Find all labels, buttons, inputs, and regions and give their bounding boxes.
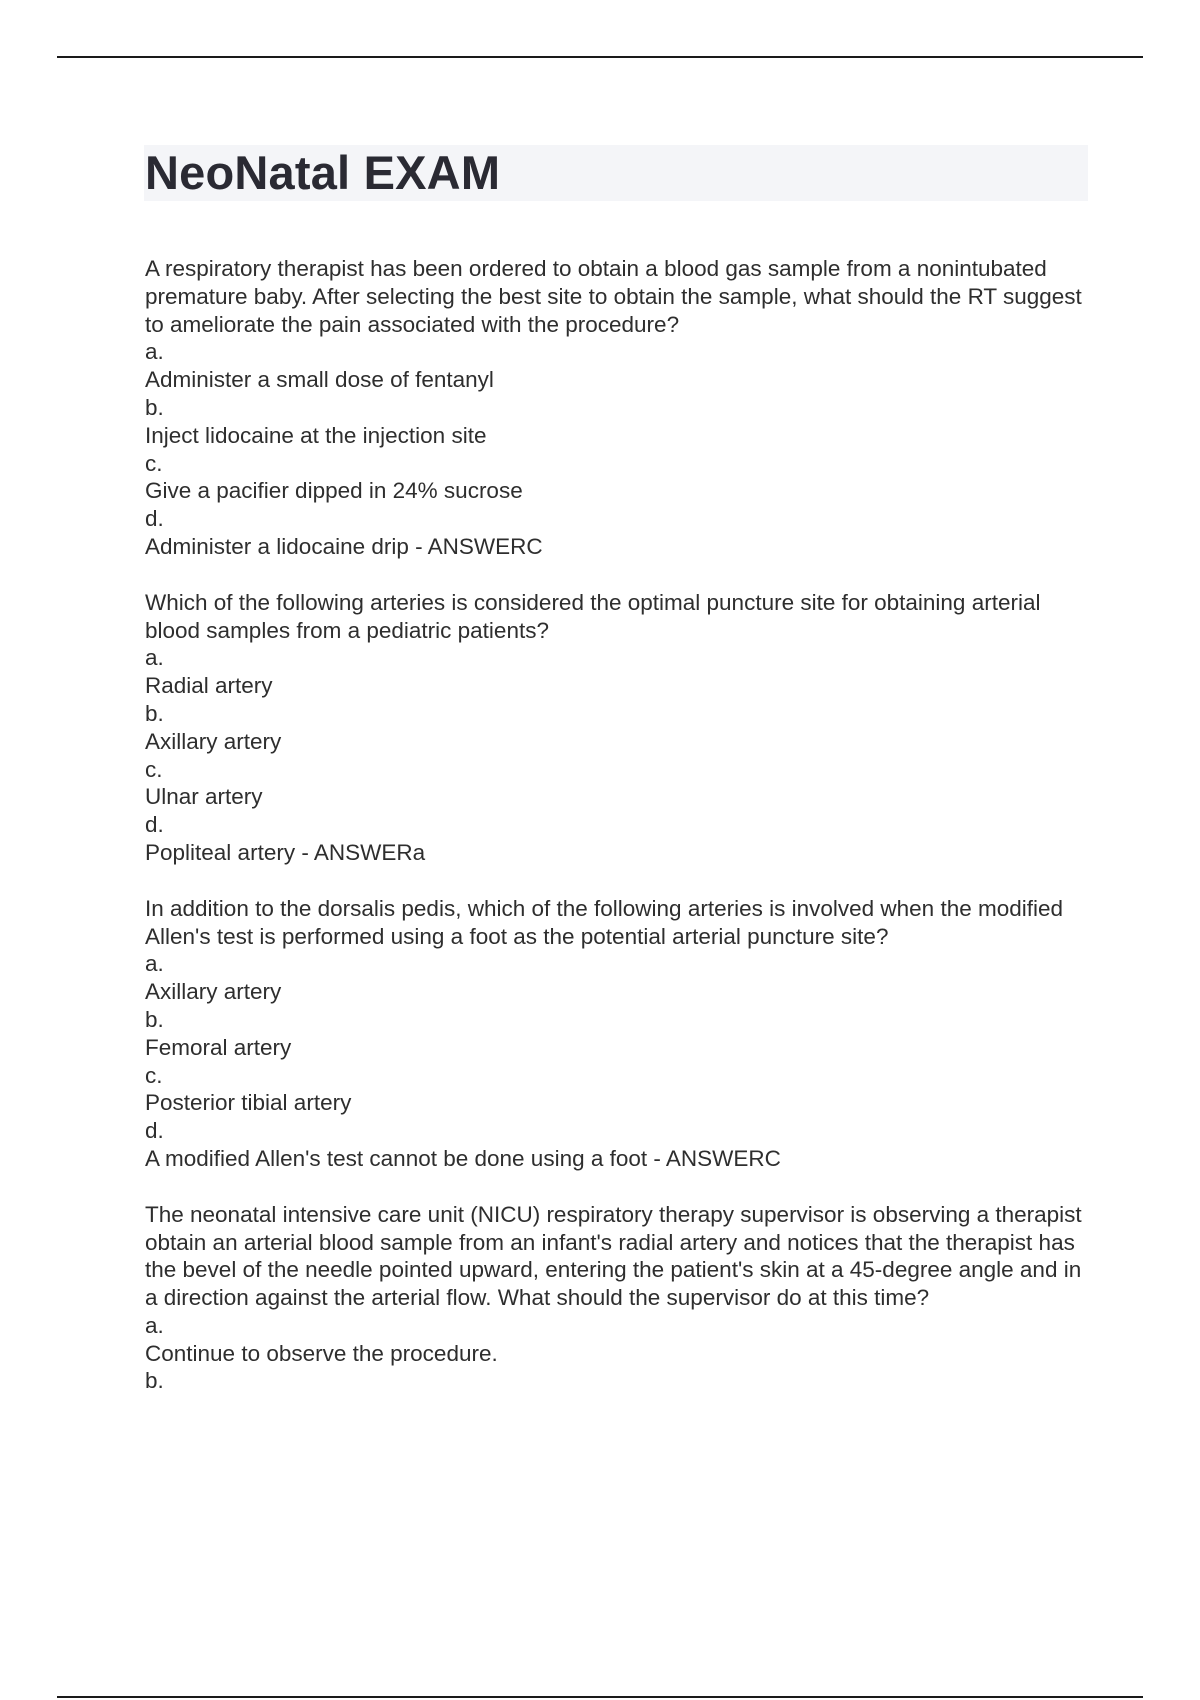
question-stem: Which of the following arteries is considered the optimal puncture site for obtaining arterial blood samples from a pediatric patients? [145, 589, 1041, 643]
option-text-a: Radial artery [145, 673, 273, 699]
option-letter-c: c. [145, 1062, 163, 1088]
option-letter-d: d. [145, 812, 164, 838]
option-letter-a: a. [145, 339, 164, 365]
bottom-divider [57, 1696, 1143, 1698]
option-text-b: Inject lidocaine at the injection site [145, 422, 487, 448]
question-stem: A respiratory therapist has been ordered to obtain a blood gas sample from a nonintubated premature baby. After selecting the best site to obtain the sample, what should the RT suggest to ameliorate the pain associated with the procedure? [145, 256, 1082, 337]
option-letter-b: b. [145, 700, 164, 726]
option-text-d-with-answer: Administer a lidocaine drip - ANSWERC [145, 533, 543, 559]
option-text-c: Give a pacifier dipped in 24% sucrose [145, 478, 523, 504]
option-text-a: Administer a small dose of fentanyl [145, 367, 494, 393]
option-text-b: Axillary artery [145, 728, 282, 754]
option-text-c: Ulnar artery [145, 784, 263, 810]
option-text-d-with-answer: Popliteal artery - ANSWERa [145, 839, 426, 865]
option-text-c: Posterior tibial artery [145, 1090, 352, 1116]
option-text-a: Continue to observe the procedure. [145, 1340, 498, 1366]
question-3 [145, 895, 1085, 1173]
question-stem: The neonatal intensive care unit (NICU) respiratory therapy supervisor is observing a therapist obtain an arterial blood sample from an infant's radial artery and notices that the therapist has the bevel of the needle pointed upward, entering the patient's skin at a 45-degree angle and in a direction against the arterial flow. What should the supervisor do at this time? [145, 1201, 1082, 1311]
option-letter-b: b. [145, 1368, 164, 1394]
option-letter-b: b. [145, 1006, 164, 1032]
option-text-d-with-answer: A modified Allen's test cannot be done using a foot - ANSWERC [145, 1145, 781, 1171]
question-stem: In addition to the dorsalis pedis, which of the following arteries is involved when the modified Allen's test is performed using a foot as the potential arterial puncture site? [145, 895, 1064, 949]
question-1 [145, 255, 1085, 561]
option-letter-a: a. [145, 951, 164, 977]
question-4 [145, 1201, 1085, 1396]
option-letter-a: a. [145, 645, 164, 671]
option-letter-d: d. [145, 506, 164, 532]
question-list [145, 255, 1085, 1423]
question-2 [145, 589, 1085, 867]
top-divider [57, 56, 1143, 58]
option-text-b: Femoral artery [145, 1034, 292, 1060]
page-title: NeoNatal EXAM [145, 146, 501, 199]
option-letter-d: d. [145, 1118, 164, 1144]
option-text-a: Axillary artery [145, 979, 282, 1005]
option-letter-c: c. [145, 756, 163, 782]
option-letter-c: c. [145, 450, 163, 476]
option-letter-a: a. [145, 1312, 164, 1338]
option-letter-b: b. [145, 394, 164, 420]
